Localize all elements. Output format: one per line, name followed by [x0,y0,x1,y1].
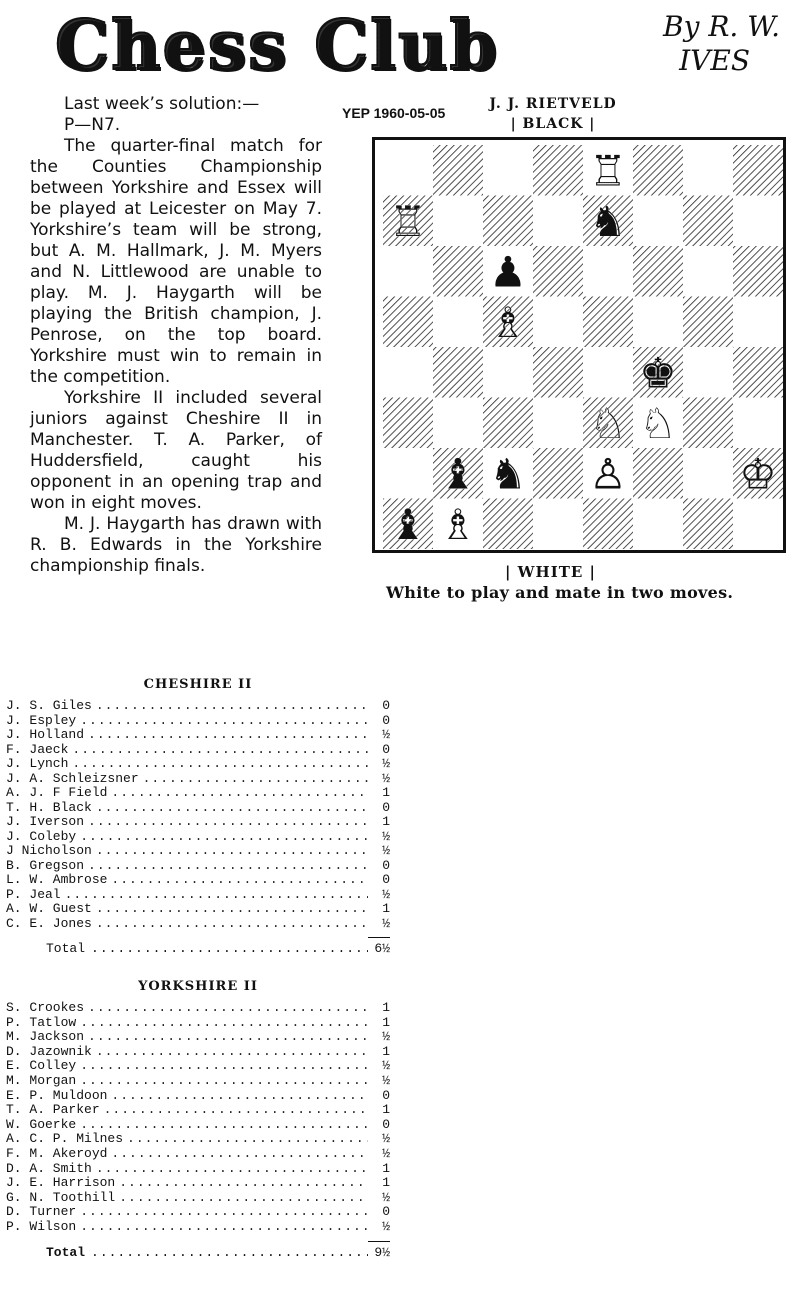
leader-dots [111,1147,368,1162]
result-row [6,844,390,859]
cheshire-heading: CHESHIRE II [143,677,253,692]
result-row [6,1045,390,1060]
dark-square [433,347,483,398]
white-rook-icon: ♖ [389,196,427,246]
player-score: ½ [382,1072,390,1088]
leader-dots [88,815,368,830]
leader-dots [96,1162,368,1177]
article-paragraph-3: M. J. Haygarth has drawn with R. B. Edwards in the Yorkshire championship finals. [30,514,322,576]
dark-square [633,448,683,499]
player-score: 1 [382,1014,390,1030]
black-king-icon: ♚ [639,348,677,398]
light-square [533,297,583,348]
player-name: J. Espley [6,712,77,728]
black-pawn-icon: ♟ [489,247,527,297]
leader-dots [143,772,368,787]
black-bishop-icon: ♝ [439,449,477,499]
dark-square [383,398,433,449]
light-square [683,347,733,398]
player-name: F. M. Akeroyd [6,1145,108,1161]
player-score: ½ [382,843,390,858]
white-label: | WHITE | [505,563,596,581]
result-row [6,873,390,888]
leader-dots [80,830,368,845]
player-name: T. A. Parker [6,1102,100,1118]
leader-dots [88,1001,368,1016]
cheshire-results-table [6,677,390,959]
player-score: ½ [382,886,390,902]
result-row [6,1176,390,1191]
result-row [6,830,390,845]
player-name: F. Jaeck [6,741,69,757]
result-row [6,1220,390,1235]
result-row [6,1147,390,1162]
dark-square [683,297,733,348]
leader-dots [80,1205,368,1220]
leader-dots [72,757,368,772]
leader-dots [119,1191,368,1206]
light-square [683,145,733,196]
leader-dots [96,699,368,714]
player-name: J. A. Schleizsner [6,770,139,786]
light-square [733,499,783,550]
yorkshire-total-label: Total [46,1244,86,1260]
result-row [6,1103,390,1118]
byline-line2: IVES [679,44,750,77]
result-row [6,1059,390,1074]
player-name: S. Crookes [6,1000,85,1015]
leader-dots [96,844,368,859]
result-row [6,1162,390,1177]
player-score: 1 [382,1160,390,1176]
dark-square [733,145,783,196]
player-score: 1 [382,901,390,916]
player-score: ½ [382,1029,390,1045]
player-score: ½ [382,756,390,771]
leader-dots [80,1074,368,1089]
light-square [583,246,633,297]
dark-square [483,499,533,550]
dark-square [683,398,733,449]
light-square [583,347,633,398]
dark-square [433,145,483,196]
light-square [733,196,783,247]
player-score: 0 [382,1116,390,1132]
light-square [533,499,583,550]
white-bishop-icon: ♗ [489,297,527,347]
player-score: ½ [382,1058,390,1074]
result-row [6,917,390,932]
player-name: W. Goerke [6,1116,77,1132]
result-row [6,757,390,772]
result-row [6,1132,390,1147]
date-stamp: YEP 1960-05-05 [342,105,446,121]
light-square [633,499,683,550]
light-square [433,398,483,449]
result-row [6,743,390,758]
result-row [6,1030,390,1045]
player-name: J Nicholson [6,843,92,858]
byline [640,10,780,78]
leader-dots [65,888,368,903]
white-bishop-icon: ♗ [439,499,477,549]
player-name: B. Gregson [6,857,85,873]
black-label: | BLACK | [510,116,596,132]
player-score: ½ [382,770,390,786]
result-row [6,1074,390,1089]
leader-dots [96,1045,368,1060]
player-score: 0 [382,1087,390,1103]
white-knight-icon: ♘ [589,398,627,448]
player-score: 1 [382,1043,390,1059]
player-name: J. Lynch [6,756,69,771]
player-name: J. Holland [6,727,85,742]
player-name: L. W. Ambrose [6,872,108,887]
article-paragraph-2: Yorkshire II included several juniors against Cheshire II in Manchester. T. A. Parker, of Huddersfield, caught his opponent in an opening trap and won in eight moves. [30,388,322,513]
yorkshire-total-row [6,1241,390,1263]
black-knight-icon: ♞ [489,449,527,499]
player-score: 1 [382,785,390,800]
player-score: ½ [382,915,390,931]
white-king-icon: ♔ [739,449,777,499]
result-row [6,1191,390,1206]
player-name: A. W. Guest [6,901,92,916]
light-square [683,448,733,499]
light-square [633,196,683,247]
light-square [433,196,483,247]
leader-dots [80,1220,368,1235]
leader-dots [111,873,368,888]
player-score: 0 [382,857,390,873]
leader-dots [96,917,368,932]
player-name: P. Tatlow [6,1014,77,1030]
dark-square [683,499,733,550]
dark-square [733,246,783,297]
cheshire-total-row [6,937,390,959]
white-pawn-icon: ♙ [589,449,627,499]
player-name: J. E. Harrison [6,1175,116,1191]
player-name: P. Wilson [6,1218,77,1234]
dark-square [433,246,483,297]
leader-dots [127,1132,368,1147]
player-name: P. Jeal [6,886,61,902]
result-row [6,1118,390,1133]
player-name: D. Jazownik [6,1043,92,1059]
result-row [6,902,390,917]
composer-name: J. J. RIETVELD [489,96,617,112]
puzzle-composer [488,94,618,134]
result-row [6,728,390,743]
leader-dots [88,859,368,874]
leader-dots [111,1089,368,1104]
leader-dots [80,714,368,729]
article-column [30,94,322,577]
player-name: J. Coleby [6,828,77,844]
leader-dots [111,786,368,801]
player-score: 0 [382,872,390,887]
dark-square [583,297,633,348]
leader-dots [104,1103,368,1118]
cheshire-total-score: 6½ [368,937,390,960]
leader-dots [88,1030,368,1045]
result-row [6,888,390,903]
dark-square [383,297,433,348]
player-score: 0 [382,799,390,815]
player-score: 0 [382,1204,390,1220]
player-score: 1 [382,1102,390,1118]
result-row [6,1001,390,1016]
black-bishop-icon: ♝ [389,499,427,549]
yorkshire-rows [6,1001,390,1235]
white-rook-icon: ♖ [589,146,627,196]
light-square [383,145,433,196]
result-row [6,815,390,830]
light-square [433,297,483,348]
cheshire-rows [6,699,390,931]
dark-square [483,398,533,449]
article-paragraph-1: The quarter-final match for the Counties Championship between Yorkshire and Essex will be played at Leicester on May 7. Yorkshire’s team will be strong, but A. M. Hallmark, J. M. Myers and N. Littlewood are unable to play. M. J. Haygarth will be playing the British champion, J. Penrose, on the top board. Yorkshire must win to remain in the competition. [30,136,322,387]
player-score: 0 [382,712,390,728]
player-name: J. S. Giles [6,698,92,713]
dark-square [633,246,683,297]
leader-dots [80,1016,368,1031]
player-name: T. H. Black [6,799,92,815]
player-score: 1 [382,1175,390,1191]
light-square [533,196,583,247]
solution-line1: Last week’s solution:— [64,94,260,114]
dark-square [533,347,583,398]
dark-square [633,145,683,196]
result-row [6,772,390,787]
player-score: ½ [382,727,390,742]
dark-square [683,196,733,247]
result-row [6,714,390,729]
player-score: ½ [382,1218,390,1234]
player-score: 0 [382,698,390,713]
dark-square [733,347,783,398]
leader-dots [80,1118,368,1133]
yorkshire-total-score: 9½ [368,1241,390,1264]
leader-dots [72,743,368,758]
player-score: ½ [382,1189,390,1205]
leader-dots [91,1242,368,1264]
result-row [6,699,390,714]
result-row [6,1016,390,1031]
light-square [483,347,533,398]
light-square [733,398,783,449]
byline-line1: By R. W. [663,10,780,43]
player-name: J. Iverson [6,814,85,829]
player-name: A. J. F Field [6,785,108,800]
leader-dots [91,938,368,960]
player-name: M. Jackson [6,1029,85,1045]
player-name: E. P. Muldoon [6,1087,108,1103]
result-row [6,801,390,816]
result-row [6,1089,390,1104]
chess-board [372,137,786,553]
dark-square [533,246,583,297]
puzzle-caption: White to play and mate in two moves. [386,583,734,602]
solution-line2: P—N7. [64,115,121,135]
black-knight-icon: ♞ [589,196,627,246]
player-score: 1 [382,814,390,829]
light-square [633,297,683,348]
dark-square [583,499,633,550]
player-name: D. A. Smith [6,1160,92,1176]
player-score: 1 [382,1000,390,1015]
leader-dots [119,1176,368,1191]
leader-dots [96,902,368,917]
player-name: C. E. Jones [6,915,92,931]
player-score: ½ [382,1145,390,1161]
leader-dots [80,1059,368,1074]
yorkshire-results-table [6,979,390,1263]
player-name: E. Colley [6,1058,77,1074]
light-square [383,448,433,499]
player-name: D. Turner [6,1204,77,1220]
yorkshire-heading: YORKSHIRE II [138,979,258,994]
masthead-title: Chess Club [55,0,499,92]
result-row [6,1205,390,1220]
result-row [6,786,390,801]
light-square [533,398,583,449]
dark-square [483,196,533,247]
dark-square [533,448,583,499]
result-row [6,859,390,874]
light-square [383,246,433,297]
light-square [383,347,433,398]
light-square [683,246,733,297]
leader-dots [96,801,368,816]
light-square [483,145,533,196]
dark-square [533,145,583,196]
player-score: ½ [382,1131,390,1147]
light-square [733,297,783,348]
player-name: G. N. Toothill [6,1189,116,1205]
player-name: A. C. P. Milnes [6,1131,124,1147]
white-knight-icon: ♘ [639,398,677,448]
player-score: ½ [382,828,390,844]
leader-dots [88,728,368,743]
player-score: 0 [382,741,390,757]
player-name: M. Morgan [6,1072,77,1088]
chess-board-diagram [383,145,783,549]
cheshire-total-label: Total [46,941,86,956]
